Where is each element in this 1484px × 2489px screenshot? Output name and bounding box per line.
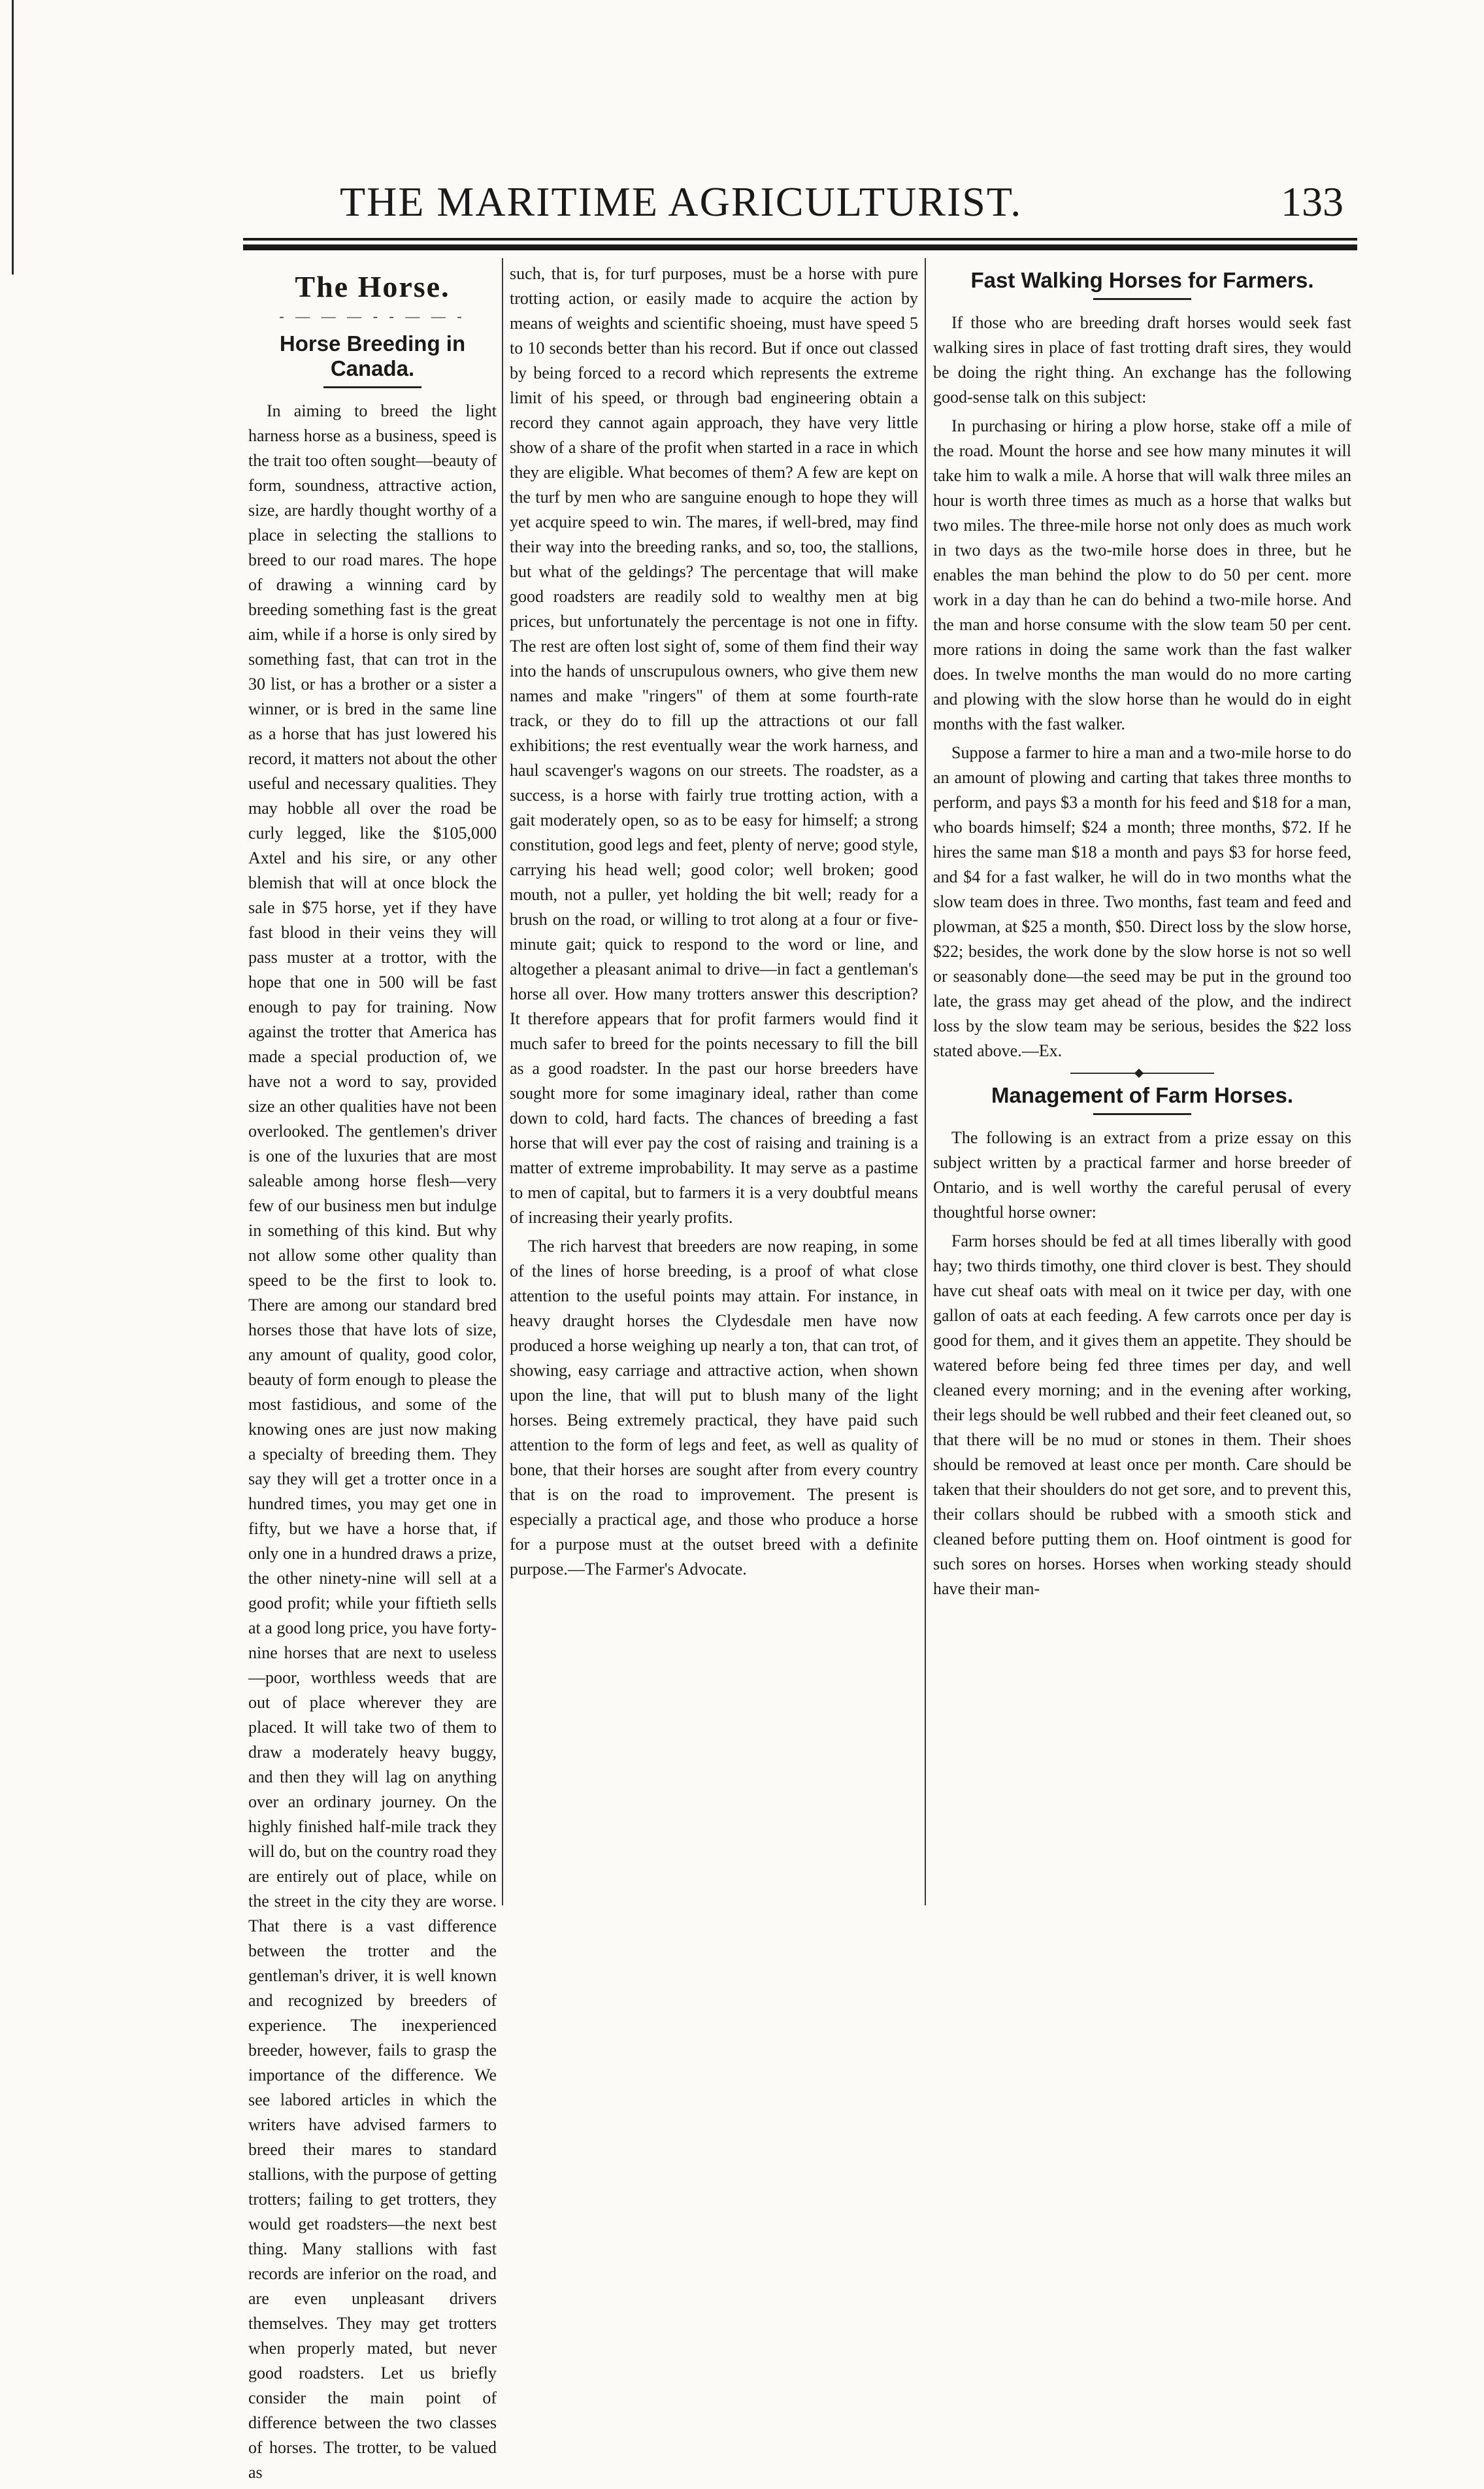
column-middle [510, 261, 918, 1586]
article-title-farm-horses: Management of Farm Horses. [991, 1083, 1294, 1107]
ornament-divider [1070, 1073, 1214, 1074]
article-paragraph: In aiming to breed the light harness horse as a business, speed is the trait too often sought—beauty of form, soundness, attractive action, size, are hardly thought worthy of a place in selecting the stallions to breed to our road mares. The hope of drawing a winning card by breeding something fast is the great aim, while if a horse is only sired by something fast, that can trot in the 30 list, or has a brother or a sister a winner, or is bred in the same line as a horse that has just lowered his record, it matters not about the other useful and necessary qualities. They may hobble all over the road be curly legged, like the $105,000 Axtel and his sire, or any other blemish that will at once block the sale in $75 horse, yet if they have fast blood in their veins they will pass muster at a trottor, with the hope that one in 500 will be fast enough to pay for training. Now against the trotter that America has made a special production of, we have not a word to say, provided size an other qualities have not been overlooked. The gentlemen's driver is one of the luxuries that are most saleable among horse flesh—very few of our business men but indulge in something of this kind. But why not allow some other quality than speed to be the first to look to. There are among our standard bred horses those that have lots of size, any amount of quality, good color, beauty of form enough to please the most fastidious, and some of the knowing ones are just now making a specialty of breeding them. They say they will get a trotter once in a hundred times, you may get one in fifty, but we have a horse that, if only one in a hundred draws a prize, the other ninety-nine will sell at a good profit; while your fiftieth sells at a good long price, you have forty-nine horses that are next to useless—poor, worthless weeds that are out of place wherever they are placed. It will take two of them to draw a moderately heavy buggy, and then they will lag on anything over an ordinary journey. On the highly finished half-mile track they will do, but on the country road they are entirely out of place, while on the street in the city they are worse. That there is a vast difference between the trotter and the gentleman's driver, it is well known and recognized by breeders of experience. The inexperienced breeder, however, fails to grasp the importance of the difference. We see labored articles in which the writers have advised farmers to breed their mares to standard stallions, with the purpose of getting trotters; failing to get trotters, they would get roadsters—the next best thing. Many stallions with fast records are inferior on the road, and are even unpleasant drivers themselves. They may get trotters when properly mated, but never good roadsters. Let us briefly consider the main point of difference between the two classes of horses. The trotter, to be valued as [248, 401, 497, 2482]
page-header [248, 171, 1353, 230]
article-paragraph: Suppose a farmer to hire a man and a two-mile horse to do an amount of plowing and carting that takes three months to perform, and pays $3 a month for his feed and $18 for a man, who boards himself; $24 a month; three months, $72. If he hires the same man $18 a month and pays $3 for horse feed, and $4 for a fast walker, he will do in two months what the slow team does in three. Two months, fast team and feed and plowman, at $25 a month, $50. Direct loss by the slow horse, $22; besides, the work done by the slow horse is not so well or seasonably done—the seed may be put in the ground too late, the grass may get ahead of the plow, and the indirect loss by the slow team may be serious, besides the $22 loss stated above.—Ex. [933, 743, 1351, 1060]
page-edge-rule [12, 0, 14, 275]
page-number: 133 [1281, 178, 1344, 225]
title-rule [323, 386, 421, 388]
ornament-divider: - — — — - - — — - [279, 308, 466, 324]
column-right [933, 261, 1351, 1605]
column-left [248, 261, 497, 2489]
article-paragraph: The following is an extract from a prize essay on this subject written by a practical farmer and horse breeder of Ontario, and is well worthy the careful perusal of every thoughtful horse owner: [933, 1128, 1351, 1222]
title-rule [1093, 298, 1191, 300]
article-title-horse-breeding: Horse Breeding in Canada. [279, 331, 466, 380]
masthead-title: THE MARITIME AGRICULTURIST. [340, 178, 1023, 225]
column-divider [502, 258, 503, 1905]
article-paragraph: The rich harvest that breeders are now reaping, in some of the lines of horse breeding, is a proof of what close attention to the useful points may attain. For instance, in heavy draught horses the Clydesdale men have now produced a horse weighing up nearly a ton, that can trot, of showing, easy carriage and attractive action, when shown upon the line, that will put to blush many of the light horses. Being extremely practical, they have paid such attention to the form of legs and feet, as well as quality of bone, that their horses are sought after from every country that is on the road to improvement. The present is especially a practical age, and those who produce a horse for a purpose must at the outset breed with a definite purpose.—The Farmer's Advocate. [510, 1237, 918, 1579]
header-rule [243, 238, 1357, 241]
header-rule-thick [243, 244, 1357, 250]
column-divider [925, 258, 926, 1905]
title-rule [1093, 1113, 1191, 1115]
article-paragraph: Farm horses should be fed at all times liberally with good hay; two thirds timothy, one third clover is best. They should have cut sheaf oats with meal on it twice per day, with one gallon of oats at each feeding. A few carrots once per day is good for them, and it gives them an appetite. They should be watered before being fed three times per day, and well cleaned every morning; and in the evening after working, their legs should be well rubbed and their feet cleaned out, so that there will be no mud or stones in them. Their shoes should be removed at least once per month. Care should be taken that their shoulders do not get sore, and to prevent this, their collars should be rubbed with a smooth stick and cleaned before putting them on. Hoof ointment is good for such sores on horses. Horses when working steady should have their man- [933, 1231, 1351, 1598]
article-title-fast-walking: Fast Walking Horses for Farmers. [970, 268, 1314, 292]
section-title: The Horse. [295, 270, 450, 303]
article-paragraph: In purchasing or hiring a plow horse, stake off a mile of the road. Mount the horse and see how many minutes it will take him to walk a mile. A horse that will walk three miles an hour is worth three times as much as a horse that walks but two miles. The three-mile horse not only does as much work in two days as the two-mile horse does in three, but he enables the man behind the plow to do 50 per cent. more work in a day than he can do behind a two-mile horse. And the man and horse consume with the slow team 50 per cent. more rations in doing the same work than the fast walker does. In twelve months the man would do no more carting and plowing with the slow horse than he would do in eight months with the fast walker. [933, 416, 1351, 733]
article-paragraph-continued: such, that is, for turf purposes, must be a horse with pure trotting action, or easily made to acquire the action by means of weights and scientific shoeing, must have speed 5 to 10 seconds better than his record. But if once out classed by being forced to a record which represents the extreme limit of his speed, or through bad engineering obtain a record they cannot again approach, they have very little show of a share of the profit when started in a race in which they are eligible. What becomes of them? A few are kept on the turf by men who are sanguine enough to hope they will yet acquire speed to win. The mares, if well-bred, may find their way into the breeding ranks, and so, too, the stallions, but what of the geldings? The percentage that will make good roadsters are readily sold to wealthy men at big prices, but unfortunately the percentage is not one in fifty. The rest are often lost sight of, some of them find their way into the hands of unscrupulous owners, who give them new names and make "ringers" of them at some fourth-rate track, or they do to fill up the attractions ot our fall exhibitions; the rest eventually wear the work harness, and haul scavenger's wagons on our streets. The roadster, as a success, is a horse with fairly true trotting action, with a gait moderately open, so as to be easy for himself; a strong constitution, good legs and feet, plenty of nerve; good style, carrying his head well; good color; well broken; good mouth, not a puller, yet holding the bit well; ready for a brush on the road, or willing to trot along at a four or five-minute gait; quick to respond to the word or line, and altogether a pleasant animal to drive—in fact a gentleman's horse all over. How many trotters answer this description? It therefore appears that for profit farmers would find it much safer to breed for the points necessary to fill the bill as a good roadster. In the past our horse breeders have sought more for some imaginary ideal, rather than come down to cold, hard facts. The chances of breeding a fast horse that will ever pay the cost of raising and training is a matter of extreme improbability. It may serve as a pastime to men of capital, but to farmers it is a very doubtful means of increasing their yearly profits. [510, 264, 918, 1227]
article-paragraph: If those who are breeding draft horses would seek fast walking sires in place of fast trotting draft sires, they would be doing the right thing. An exchange has the following good-sense talk on this subject: [933, 313, 1351, 407]
